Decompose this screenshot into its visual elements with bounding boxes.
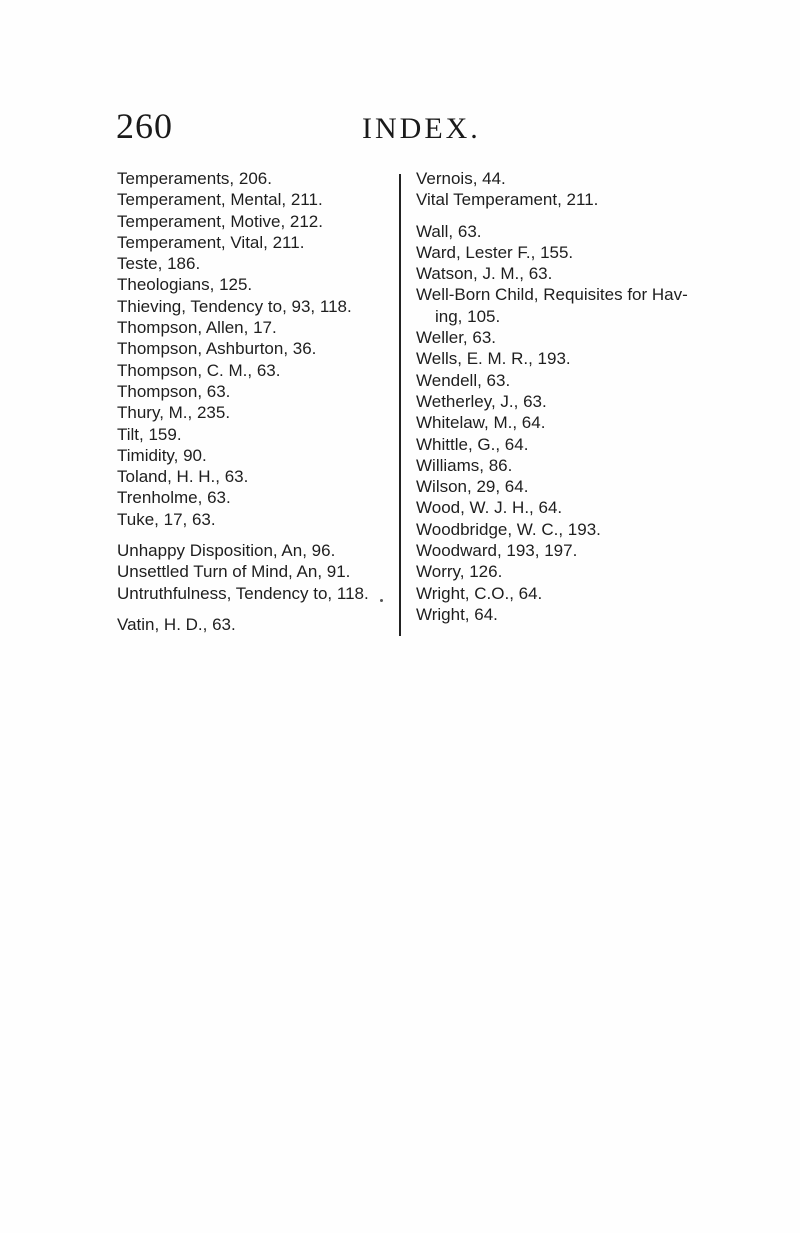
index-entry: Wendell, 63. bbox=[416, 370, 511, 390]
index-entry: Woodward, 193, 197. bbox=[416, 541, 578, 561]
index-entry: Timidity, 90. bbox=[117, 445, 207, 465]
index-entry-continuation: ing, 105. bbox=[435, 306, 501, 326]
index-entry: Watson, J. M., 63. bbox=[416, 264, 553, 284]
index-entry: Well-Born Child, Requisites for Hav- bbox=[416, 285, 688, 305]
index-entry: Tuke, 17, 63. bbox=[117, 509, 216, 529]
ink-speck bbox=[380, 599, 383, 602]
index-group-u bbox=[117, 540, 397, 604]
index-entry: Thompson, Allen, 17. bbox=[117, 318, 277, 338]
index-entry: Vatin, H. D., 63. bbox=[117, 614, 236, 634]
page-header bbox=[0, 104, 800, 148]
index-entry: Wall, 63. bbox=[416, 221, 482, 241]
index-group-t bbox=[117, 168, 397, 530]
index-entry: Temperament, Vital, 211. bbox=[117, 232, 305, 252]
index-entry: Unhappy Disposition, An, 96. bbox=[117, 541, 336, 561]
index-entry: Wilson, 29, 64. bbox=[416, 477, 529, 497]
index-entry: Thompson, Ashburton, 36. bbox=[117, 339, 317, 359]
page-number: 260 bbox=[116, 106, 173, 146]
index-entry: Vernois, 44. bbox=[416, 169, 506, 188]
index-entry: Thieving, Tendency to, 93, 118. bbox=[117, 296, 352, 316]
index-entry: Temperament, Motive, 212. bbox=[117, 211, 323, 231]
index-entry: Wright, 64. bbox=[416, 604, 498, 624]
running-head: INDEX. bbox=[362, 112, 481, 145]
index-entry: Williams, 86. bbox=[416, 455, 513, 475]
index-entry: Thompson, C. M., 63. bbox=[117, 360, 281, 380]
group-spacer bbox=[117, 604, 397, 614]
index-entry: Thury, M., 235. bbox=[117, 403, 231, 423]
index-entry: Temperaments, 206. bbox=[117, 169, 272, 188]
index-entry: Worry, 126. bbox=[416, 562, 503, 582]
index-entry: Teste, 186. bbox=[117, 254, 201, 274]
index-entry: Wells, E. M. R., 193. bbox=[416, 349, 571, 369]
index-entry: Temperament, Mental, 211. bbox=[117, 190, 323, 210]
index-entry: Thompson, 63. bbox=[117, 381, 231, 401]
column-divider bbox=[399, 174, 401, 636]
index-entry: Whitelaw, M., 64. bbox=[416, 413, 546, 433]
index-entry: Tilt, 159. bbox=[117, 424, 182, 444]
index-entry: Trenholme, 63. bbox=[117, 488, 231, 508]
index-entry: Whittle, G., 64. bbox=[416, 434, 529, 454]
index-group-v-cont bbox=[413, 168, 713, 211]
index-entry: Wright, C.O., 64. bbox=[416, 583, 543, 603]
index-entry: Woodbridge, W. C., 193. bbox=[416, 519, 601, 539]
group-spacer bbox=[413, 211, 713, 221]
index-entry: Theologians, 125. bbox=[117, 275, 253, 295]
index-entry: Wood, W. J. H., 64. bbox=[416, 498, 563, 518]
index-group-v bbox=[117, 614, 397, 635]
index-group-w bbox=[413, 221, 713, 626]
index-entry: Vital Temperament, 211. bbox=[416, 190, 599, 210]
index-entry: Weller, 63. bbox=[416, 328, 497, 348]
index-column-left bbox=[117, 168, 397, 635]
index-entry: Unsettled Turn of Mind, An, 91. bbox=[117, 562, 351, 582]
index-entry: Wetherley, J., 63. bbox=[416, 391, 547, 411]
index-entry: Untruthfulness, Tendency to, 118. bbox=[117, 583, 369, 603]
index-entry: Ward, Lester F., 155. bbox=[416, 242, 574, 262]
index-column-right bbox=[413, 168, 713, 625]
index-entry: Toland, H. H., 63. bbox=[117, 467, 249, 487]
group-spacer bbox=[117, 530, 397, 540]
